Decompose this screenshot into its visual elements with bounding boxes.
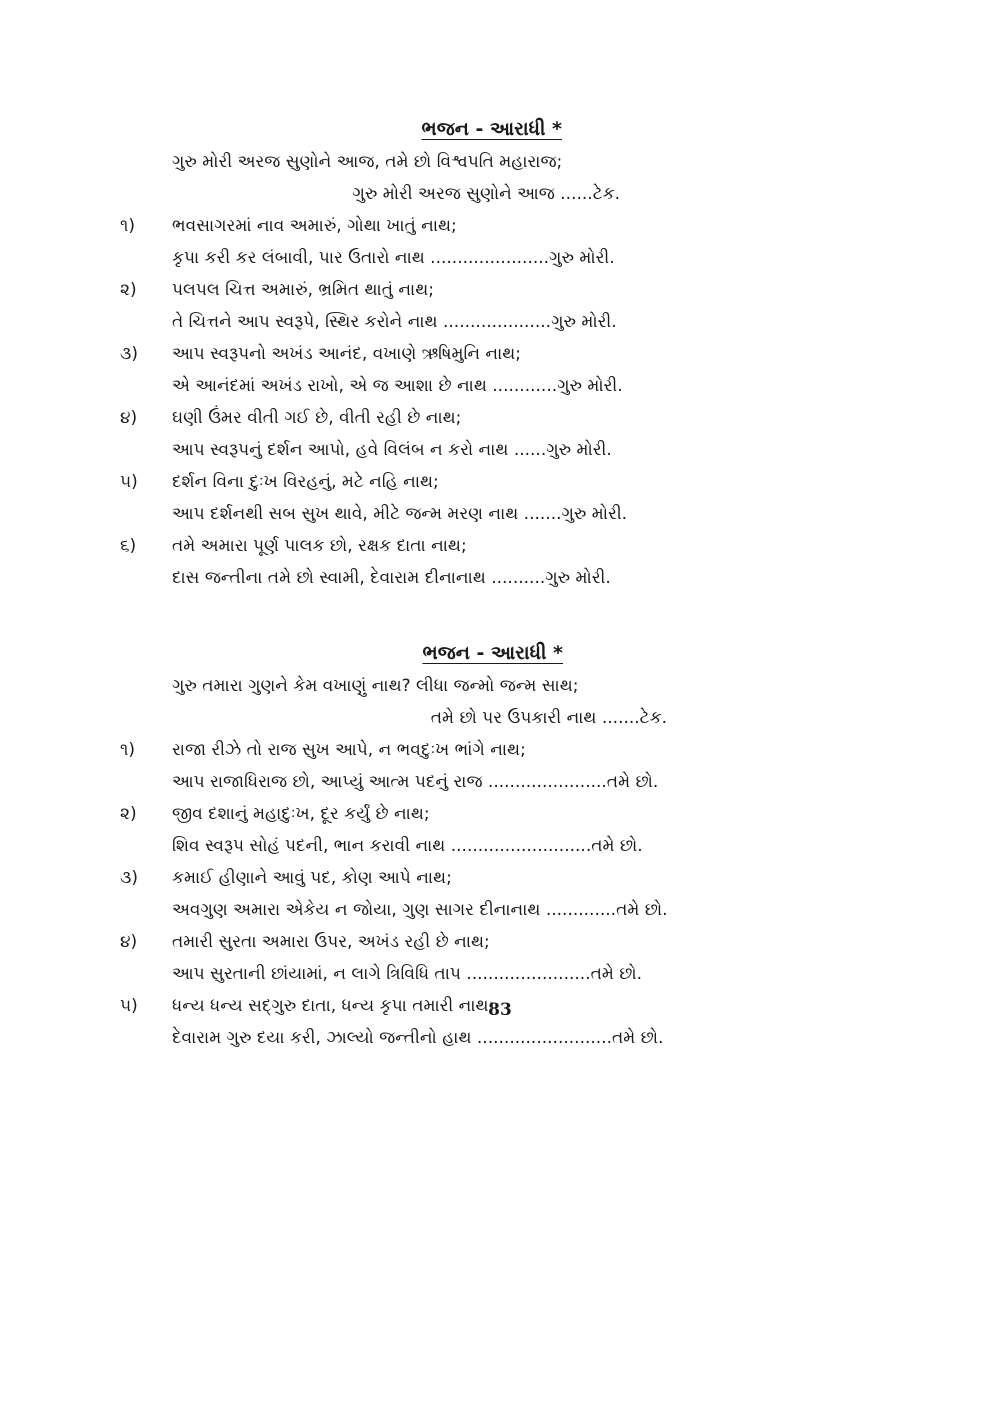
verse [120, 210, 680, 274]
verse-number: ૧) [120, 216, 135, 236]
verse [120, 862, 680, 926]
verse-line: આપ સ્વરૂપનું દર્શન આપો, હવે વિલંબ ન કરો નાથ ......ગુરુ મોરી. [172, 440, 612, 460]
verse [120, 466, 680, 530]
verse-number: ૨) [120, 804, 137, 824]
verse-line: દર્શન વિના દુઃખ વિરહનું, મટે નહિ નાથ; [172, 472, 439, 492]
verse [120, 274, 680, 338]
tek-line-2: ગુરુ મોરી અરજ સુણોને આજ ......ટેક. [352, 184, 620, 204]
verse-line: પલપલ ચિત્ત અમારું, ભ્રમિત થાતું નાથ; [172, 280, 434, 300]
verse-number: ૫) [120, 996, 138, 1016]
verse-line: તમારી સુરતા અમારા ઉપર, અખંડ રહી છે નાથ; [172, 932, 490, 952]
verse-line: ધન્ય ધન્ય સદ્‌ગુરુ દાતા, ધન્ય કૃપા તમારી નાથ; [172, 996, 495, 1016]
tek-line-1: ગુરુ મોરી અરજ સુણોને આજ, તમે છો વિશ્વપતિ મહારાજ; [172, 152, 563, 172]
verse-line: અવગુણ અમારા એકેય ન જોયા, ગુણ સાગર દીનાનાથ .............તમે છો. [172, 900, 668, 920]
verse-number: ૩) [120, 868, 138, 888]
verse-number: ૪) [120, 408, 138, 428]
verse-number: ૪) [120, 932, 138, 952]
verse [120, 530, 680, 594]
verse [120, 926, 680, 990]
verse-line: શિવ સ્વરૂપ સોહં પદની, ભાન કરાવી નાથ ..........................તમે છો. [172, 836, 643, 856]
verse-number: ૬) [120, 536, 137, 556]
verse-number: ૨) [120, 280, 137, 300]
verse-line: તમે અમારા પૂર્ણ પાલક છો, રક્ષક દાતા નાથ; [172, 536, 467, 556]
verse-number: ૫) [120, 472, 138, 492]
verse-line: દેવારામ ગુરુ દયા કરી, ઝાલ્યો જન્તીનો હાથ .........................તમે છો. [172, 1028, 664, 1048]
verse-line: કમાઈ હીણાને આવું પદ, કોણ આપે નાથ; [172, 868, 452, 888]
verse-line: દાસ જન્તીના તમે છો સ્વામી, દેવારામ દીનાનાથ ..........ગુરુ મોરી. [172, 568, 611, 588]
verse-number: ૩) [120, 344, 138, 364]
verse-line: જીવ દશાનું મહાદુઃખ, દૂર કર્યું છે નાથ; [172, 804, 430, 824]
verse-line: તે ચિત્તને આપ સ્વરૂપે, સ્થિર કરોને નાથ ....................ગુરુ મોરી. [172, 312, 617, 332]
page-number: 83 [488, 1000, 512, 1020]
verse [120, 798, 680, 862]
verse-line: એ આનંદમાં અખંડ રાખો, એ જ આશા છે નાથ ............ગુરુ મોરી. [172, 376, 623, 396]
bhajan-title-text: ભજન - આરાધી * [421, 118, 562, 140]
verse-line: આપ સ્વરૂપનો અખંડ આનંદ, વખાણે ઋષિમુનિ નાથ; [172, 344, 522, 364]
verse-number: ૧) [120, 740, 135, 760]
verse [120, 402, 680, 466]
tek-line-2: તમે છો પર ઉપકારી નાથ .......ટેક. [430, 708, 667, 728]
verse-line: ઘણી ઉંમર વીતી ગઈ છે, વીતી રહી છે નાથ; [172, 408, 462, 428]
bhajan-title [120, 112, 562, 146]
verse-line: ભવસાગરમાં નાવ અમારું, ગોથા ખાતું નાથ; [172, 216, 457, 236]
verse-line: રાજા રીઝે તો રાજ સુખ આપે, ન ભવદુઃખ ભાંગે નાથ; [172, 740, 526, 760]
bhajan-2 [120, 636, 680, 1054]
verse [120, 338, 680, 402]
verse-line: આપ દર્શનથી સબ સુખ થાવે, મીટે જન્મ મરણ નાથ .......ગુરુ મોરી. [172, 504, 628, 524]
verse [120, 734, 680, 798]
bhajan-title-text: ભજન - આરાધી * [422, 642, 563, 664]
bhajan-1 [120, 112, 680, 594]
tek-line-1: ગુરુ તમારા ગુણને કેમ વખાણું નાથ? લીધા જન્મો જન્મ સાથ; [172, 676, 579, 696]
verse-line: કૃપા કરી કર લંબાવી, પાર ઉતારો નાથ ......................ગુરુ મોરી. [172, 248, 615, 268]
verse-line: આપ સુરતાની છાંયામાં, ન લાગે ત્રિવિધિ તાપ .......................તમે છો. [172, 964, 643, 984]
verse-line: આપ રાજાધિરાજ છો, આપ્યું આત્મ પદનું રાજ ......................તમે છો. [172, 772, 659, 792]
bhajan-title [120, 636, 563, 670]
